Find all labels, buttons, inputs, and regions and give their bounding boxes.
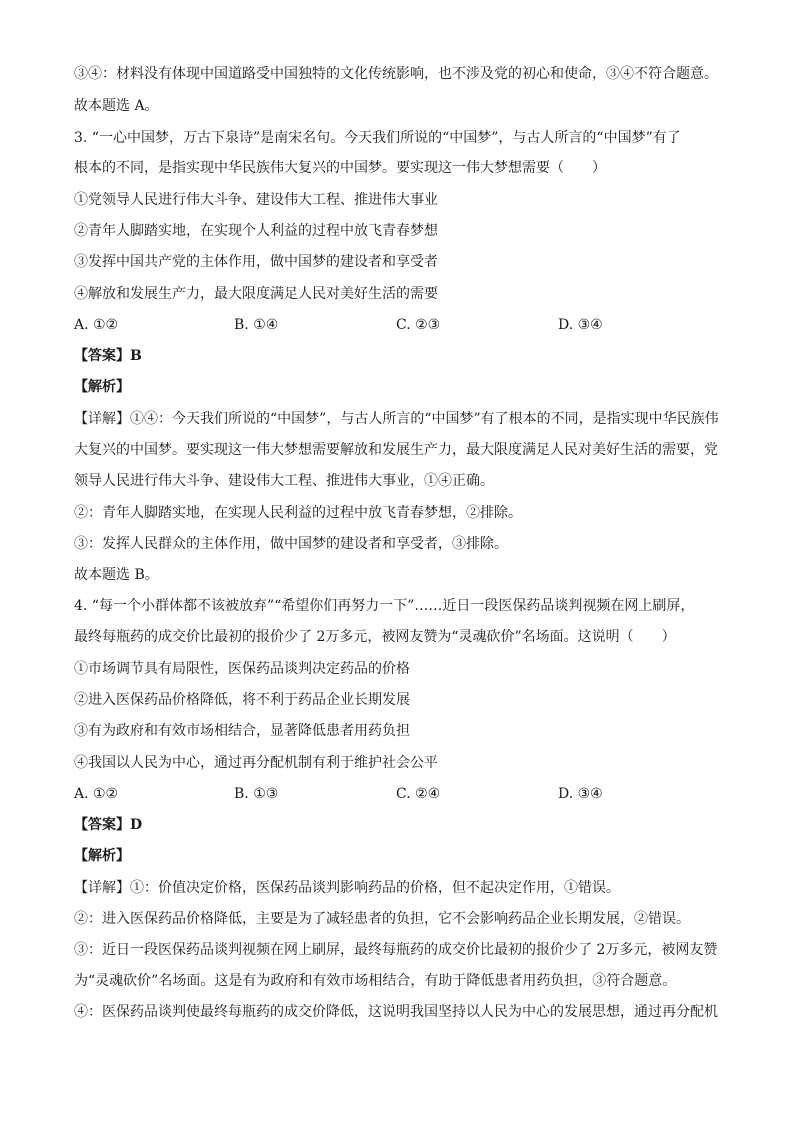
q3-option-d: D. ③④ [558, 317, 603, 333]
q4-detail-line-3: ③：近日一段医保药品谈判视频在网上刷屏，最终每瓶药的成交价比最初的报价少了 2万多元，被网友赞 [74, 942, 718, 958]
q3-detail-line-2: 大复兴的中国梦。要实现这一伟大梦想需要解放和发展生产力，最大限度满足人民对美好生活的需要，党 [74, 442, 718, 458]
q3-option-a: A. ①② [74, 317, 119, 333]
q4-detail-line-5: ④：医保药品谈判使最终每瓶药的成交价降低，这说明我国坚持以人民为中心的发展思想，通过再分配机 [74, 1004, 718, 1020]
q3-answer: 【答案】B [74, 348, 142, 364]
q4-item-1: ①市场调节具有局限性，医保药品谈判决定药品的价格 [74, 661, 410, 677]
q4-option-c: C. ②④ [396, 786, 441, 802]
q4-item-4: ④我国以人民为中心，通过再分配机制有利于维护社会公平 [74, 755, 438, 771]
q3-detail-line-1: 【详解】①④：今天我们所说的“中国梦”，与古人所言的“中国梦”有了根本的不同，是指实现中华民族伟 [74, 411, 719, 427]
q3-detail-line-4: ②：青年人脚踏实地，在实现人民利益的过程中放飞青春梦想，②排除。 [74, 505, 522, 521]
q4-option-d: D. ③④ [558, 786, 603, 802]
q4-detail-line-4: 为“灵魂砍价”名场面。这是有为政府和有效市场相结合，有助于降低患者用药负担，③符合题意。 [74, 973, 677, 989]
q4-option-b: B. ①③ [234, 786, 279, 802]
q3-option-b: B. ①④ [234, 317, 279, 333]
q3-detail-line-5: ③：发挥人民群众的主体作用，做中国梦的建设者和享受者，③排除。 [74, 536, 508, 552]
q3-item-4: ④解放和发展生产力，最大限度满足人民对美好生活的需要 [74, 286, 438, 302]
q2-conclusion: 故本题选 A。 [74, 98, 159, 114]
q2-analysis-line: ③④：材料没有体现中国道路受中国独特的文化传统影响，也不涉及党的初心和使命，③④不符合题意。 [74, 66, 718, 82]
q3-item-3: ③发挥中国共产党的主体作用，做中国梦的建设者和享受者 [74, 254, 438, 270]
q4-detail-line-2: ②：进入医保药品价格降低，主要是为了减轻患者的负担，它不会影响药品企业长期发展，②错误。 [74, 911, 690, 927]
q4-detail-line-1: 【详解】①：价值决定价格，医保药品谈判影响药品的价格，但不起决定作用，①错误。 [74, 880, 620, 896]
q3-item-2: ②青年人脚踏实地，在实现个人利益的过程中放飞青春梦想 [74, 223, 438, 239]
q4-answer: 【答案】D [74, 817, 143, 833]
q4-analysis-label: 【解析】 [74, 848, 130, 864]
q4-item-3: ③有为政府和有效市场相结合，显著降低患者用药负担 [74, 723, 410, 739]
q4-option-a: A. ①② [74, 786, 119, 802]
q4-item-2: ②进入医保药品价格降低，将不利于药品企业长期发展 [74, 692, 410, 708]
q4-stem-line-2: 最终每瓶药的成交价比最初的报价少了 2万多元，被网友赞为“灵魂砍价”名场面。这说明（ ） [74, 629, 676, 645]
q3-option-c: C. ②③ [396, 317, 441, 333]
q3-stem-line-1: 3. “一心中国梦，万古下泉诗”是南宋名句。今天我们所说的“中国梦”，与古人所言的“中国梦”有了 [74, 130, 681, 146]
q3-stem-line-2: 根本的不同，是指实现中华民族伟大复兴的中国梦。要实现这一伟大梦想需要（ ） [74, 160, 606, 176]
q3-analysis-label: 【解析】 [74, 379, 130, 395]
q3-conclusion: 故本题选 B。 [74, 567, 159, 583]
q3-detail-line-3: 领导人民进行伟大斗争、建设伟大工程、推进伟大事业，①④正确。 [74, 473, 494, 489]
q3-item-1: ①党领导人民进行伟大斗争、建设伟大工程、推进伟大事业 [74, 192, 438, 208]
q4-stem-line-1: 4. “每一个小群体都不该被放弃”“希望你们再努力一下”……近日一段医保药品谈判视频在网上刷屏， [74, 598, 695, 614]
